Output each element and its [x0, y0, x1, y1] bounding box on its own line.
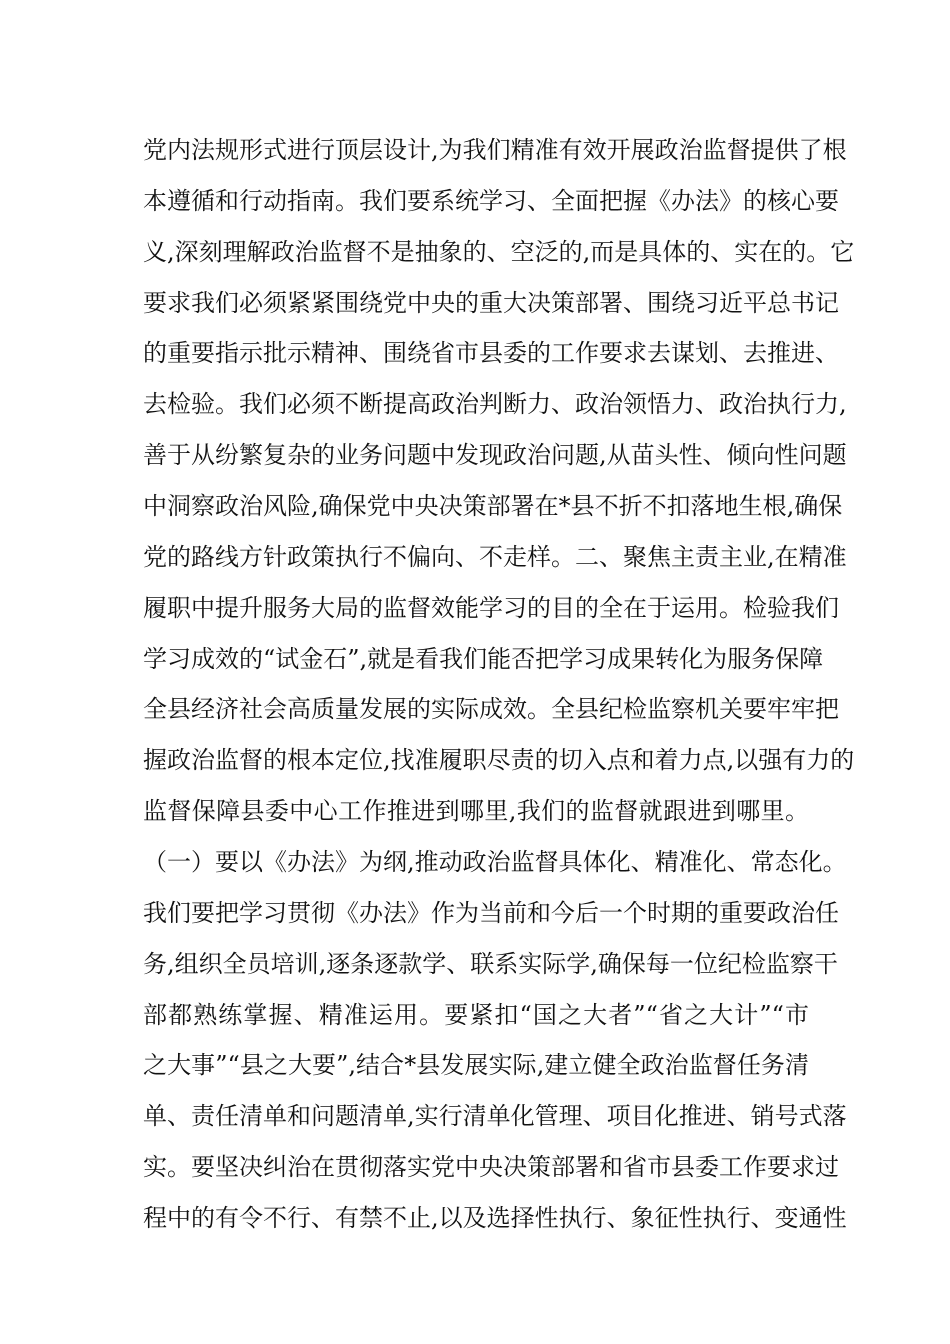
- text-line: 本遵循和行动指南。我们要系统学习、全面把握《办法》的核心要: [143, 186, 839, 215]
- text-line: 善于从纷繁复杂的业务问题中发现政治问题,从苗头性、倾向性问题: [143, 441, 847, 470]
- text-line: 义,深刻理解政治监督不是抽象的、空泛的,而是具体的、实在的。它: [143, 237, 855, 266]
- text-line: 去检验。我们必须不断提高政治判断力、政治领悟力、政治执行力,: [143, 390, 847, 419]
- text-line: 监督保障县委中心工作推进到哪里,我们的监督就跟进到哪里。: [143, 797, 809, 826]
- text-line: 实。要坚决纠治在贯彻落实党中央决策部署和省市县委工作要求过: [143, 1153, 839, 1182]
- text-line: 我们要把学习贯彻《办法》作为当前和今后一个时期的重要政治任: [143, 898, 839, 927]
- text-line: 的重要指示批示精神、围绕省市县委的工作要求去谋划、去推进、: [143, 339, 839, 368]
- text-line: 党的路线方针政策执行不偏向、不走样。二、聚焦主责主业,在精准: [143, 542, 847, 571]
- text-line: 单、责任清单和问题清单,实行清单化管理、项目化推进、销号式落: [143, 1102, 847, 1131]
- text-line: 之大事”“县之大要”,结合*县发展实际,建立健全政治监督任务清: [143, 1051, 809, 1080]
- body-text: [143, 125, 855, 1244]
- text-line: 程中的有令不行、有禁不止,以及选择性执行、象征性执行、变通性: [143, 1204, 847, 1233]
- text-line: 全县经济社会高质量发展的实际成效。全县纪检监察机关要牢牢把: [143, 695, 839, 724]
- text-line: 握政治监督的根本定位,找准履职尽责的切入点和着力点,以强有力的: [143, 746, 855, 775]
- text-line: 中洞察政治风险,确保党中央决策部署在*县不折不扣落地生根,确保: [143, 492, 843, 521]
- text-line: 部都熟练掌握、精准运用。要紧扣“国之大者”“省之大计”“市: [143, 1000, 809, 1029]
- text-line: 要求我们必须紧紧围绕党中央的重大决策部署、围绕习近平总书记: [143, 288, 839, 317]
- text-line: 学习成效的“试金石”,就是看我们能否把学习成果转化为服务保障: [143, 644, 824, 673]
- text-line: 务,组织全员培训,逐条逐款学、联系实际学,确保每一位纪检监察干: [143, 949, 838, 978]
- text-line: 履职中提升服务大局的监督效能学习的目的全在于运用。检验我们: [143, 593, 839, 622]
- text-line: 党内法规形式进行顶层设计,为我们精准有效开展政治监督提供了根: [143, 136, 847, 164]
- text-line: （一）要以《办法》为纲,推动政治监督具体化、精准化、常态化。: [143, 848, 847, 877]
